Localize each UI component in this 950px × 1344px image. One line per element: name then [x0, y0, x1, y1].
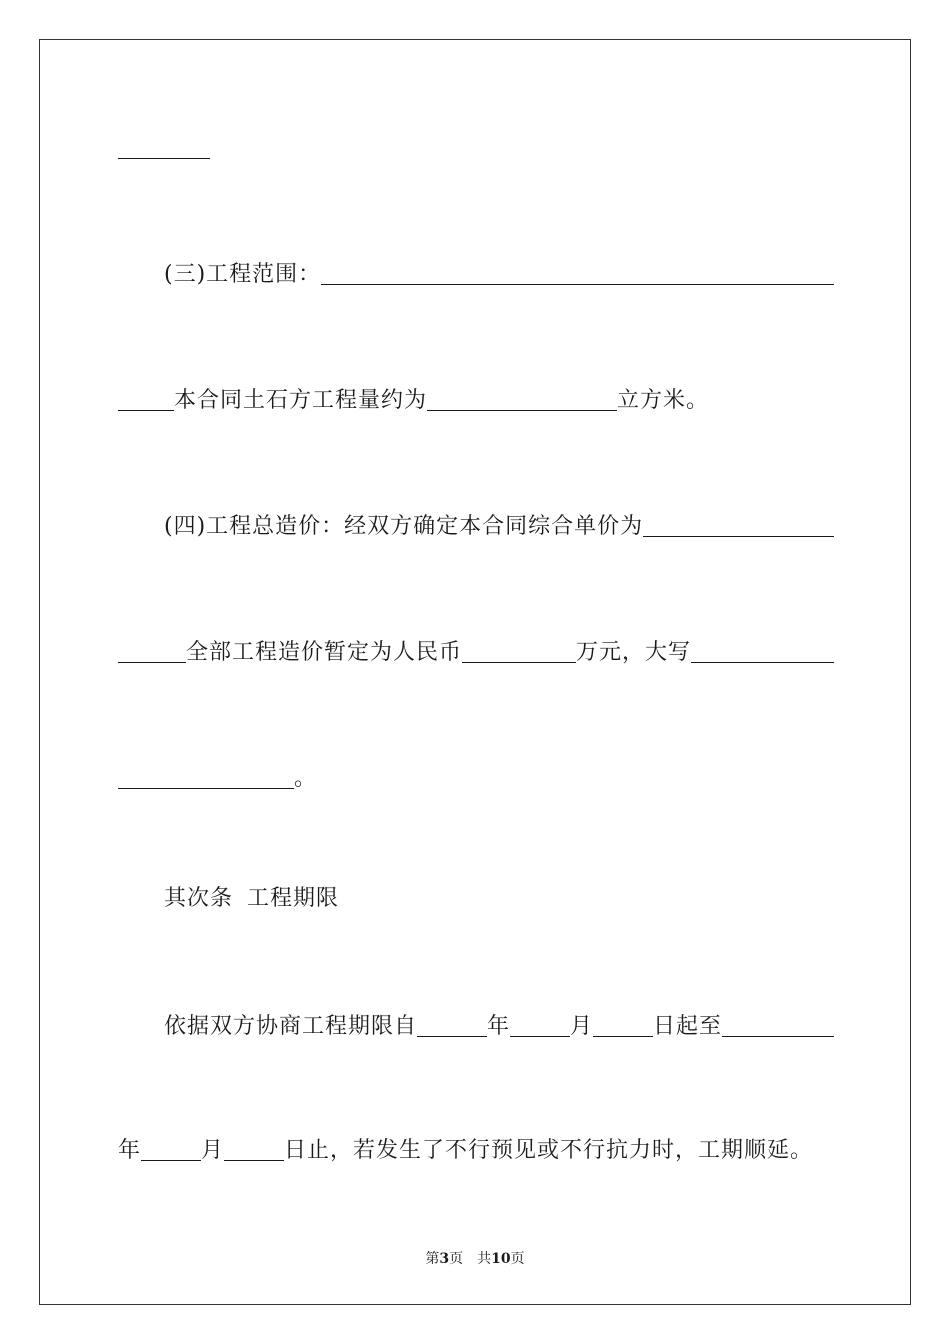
project-scope-label: (三)工程范围： — [164, 262, 322, 287]
page-border — [39, 39, 911, 1305]
total-cost-rmb-text: 全部工程造价暂定为人民币 — [186, 640, 463, 665]
total-cost-label: (四)工程总造价：经双方确定本合同综合单价为 — [164, 514, 644, 539]
month-label: 月 — [570, 1014, 594, 1039]
amount-uppercase-blank[interactable] — [691, 638, 834, 663]
unit-price-blank[interactable] — [643, 512, 834, 537]
amount-uppercase-label: 万元，大写 — [576, 640, 692, 665]
year-label: 年 — [487, 1014, 511, 1039]
end-day-blank[interactable] — [224, 1136, 284, 1161]
amount-uppercase-continuation — [118, 760, 834, 794]
footer-page-suffix: 页 — [449, 1251, 464, 1267]
start-day-blank[interactable] — [593, 1012, 653, 1037]
earthwork-quantity-line — [118, 382, 834, 416]
amount-wan-blank[interactable] — [462, 638, 576, 663]
current-page-number: 3 — [439, 1251, 450, 1267]
total-cost-rmb-line — [118, 634, 834, 668]
total-cost-line — [164, 508, 834, 542]
total-pages-number: 10 — [491, 1251, 511, 1267]
footer-prefix: 第 — [425, 1251, 440, 1267]
start-year-blank[interactable] — [417, 1012, 487, 1037]
project-scope-blank[interactable] — [321, 260, 834, 285]
fill-blank[interactable] — [118, 638, 186, 663]
unit-cubic-meters: 立方米。 — [617, 388, 710, 413]
project-period-line — [164, 1008, 834, 1042]
year-label: 年 — [118, 1138, 142, 1163]
fill-blank[interactable] — [118, 764, 294, 789]
blank-line-continuation — [118, 130, 834, 164]
section-title: 工程期限 — [247, 886, 340, 911]
project-scope-line — [164, 256, 834, 290]
end-month-blank[interactable] — [141, 1136, 201, 1161]
day-from-label: 日起至 — [653, 1014, 723, 1039]
section-number: 其次条 — [164, 886, 234, 911]
period-mark: 。 — [294, 766, 318, 791]
page-footer — [0, 1248, 950, 1268]
section-heading — [164, 880, 834, 914]
footer-total-suffix: 页 — [510, 1251, 525, 1267]
project-period-end-line — [118, 1132, 834, 1166]
project-period-end-text: 日止，若发生了不行预见或不行抗力时，工期顺延。 — [284, 1138, 814, 1163]
earthwork-quantity-blank[interactable] — [427, 386, 617, 411]
start-month-blank[interactable] — [510, 1012, 570, 1037]
fill-blank[interactable] — [118, 134, 210, 159]
fill-blank[interactable] — [118, 386, 174, 411]
footer-total-prefix: 共 — [477, 1251, 492, 1267]
project-period-text: 依据双方协商工程期限自 — [164, 1014, 418, 1039]
end-year-blank[interactable] — [722, 1012, 834, 1037]
earthwork-quantity-text: 本合同土石方工程量约为 — [174, 388, 428, 413]
month-label: 月 — [201, 1138, 225, 1163]
